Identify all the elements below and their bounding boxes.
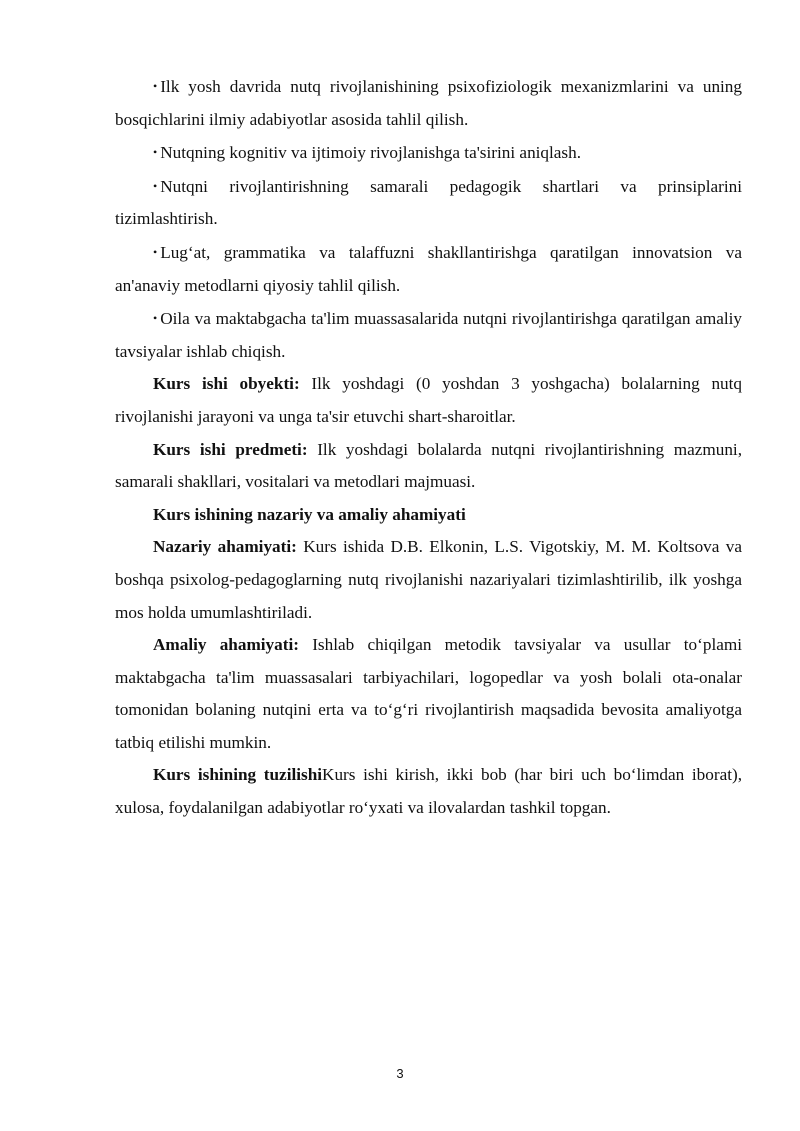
bullet-item [115, 70, 742, 136]
bullet-icon: • [153, 244, 158, 259]
significance-heading: Kurs ishining nazariy va amaliy ahamiyati [153, 504, 466, 524]
subject-paragraph [115, 434, 742, 499]
practical-label: Amaliy ahamiyati: [153, 635, 299, 655]
bullet-item [115, 136, 742, 170]
practical-text: Ishlab chiqilgan metodik tavsiyalar va usullar to‘plami maktabgacha ta'lim muassasalari tarbiyachilari, logopedlar va yosh bolali ota-onalar tomonidan bolaning nutqini erta va to‘g‘ri rivojlantirish maqsadida bevosita amaliyotga tatbiq etilishi mumkin. [115, 635, 743, 752]
object-text: Ilk yoshdagi (0 yoshdan 3 yoshgacha) bolalarning nutq rivojlanishi jarayoni va unga ta'sir etuvchi shart-sharoitlar. [115, 374, 742, 426]
bullet-item [115, 236, 742, 302]
structure-paragraph [115, 759, 742, 824]
structure-text: Kurs ishi kirish, ikki bob (har biri uch bo‘limdan iborat), xulosa, foydalanilgan adabiyotlar ro‘yxati va ilovalardan tashkil topgan. [115, 765, 742, 818]
theoretical-paragraph [115, 531, 742, 629]
object-label: Kurs ishi obyekti: [153, 374, 300, 394]
subject-label: Kurs ishi predmeti: [153, 439, 308, 459]
structure-label: Kurs ishining tuzilishi [153, 765, 323, 785]
bullet-text: Lug‘at, grammatika va talaffuzni shakllantirishga qaratilgan innovatsion va an'anaviy metodlarni qiyosiy tahlil qilish. [115, 242, 742, 295]
practical-paragraph [115, 629, 742, 759]
subject-text: Ilk yoshdagi bolalarda nutqni rivojlantirishning mazmuni, samarali shakllari, vositalari va metodlari majmuasi. [115, 439, 743, 492]
page-number: 3 [396, 1066, 404, 1081]
document-page [115, 70, 742, 825]
bullet-icon: • [153, 145, 158, 160]
bullet-text: Nutqni rivojlantirishning samarali pedagogik shartlari va prinsiplarini tizimlashtirish. [115, 176, 742, 229]
theoretical-label: Nazariy ahamiyati: [153, 537, 297, 557]
bullet-icon: • [153, 311, 158, 326]
object-paragraph [115, 368, 742, 433]
bullet-icon: • [153, 79, 158, 93]
theoretical-text: Kurs ishida D.B. Elkonin, L.S. Vigotskiy, M. M. Koltsova va boshqa psixolog-pedagoglarning nutq rivojlanishi nazariyalari tizimlashtirilib, ilk yoshga mos holda umumlashtiriladi. [115, 537, 742, 622]
bullet-item [115, 302, 742, 368]
bullet-text: Ilk yosh davrida nutq rivojlanishining psixofiziologik mexanizmlarini va uning bosqichlarini ilmiy adabiyotlar asosida tahlil qilish. [115, 77, 742, 129]
bullet-item [115, 170, 742, 236]
bullet-icon: • [153, 178, 158, 193]
bullet-text: Oila va maktabgacha ta'lim muassasalarida nutqni rivojlantirishga qaratilgan amaliy tavsiyalar ishlab chiqish. [115, 309, 742, 361]
bullet-text: Nutqning kognitiv va ijtimoiy rivojlanishga ta'sirini aniqlash. [160, 143, 582, 163]
